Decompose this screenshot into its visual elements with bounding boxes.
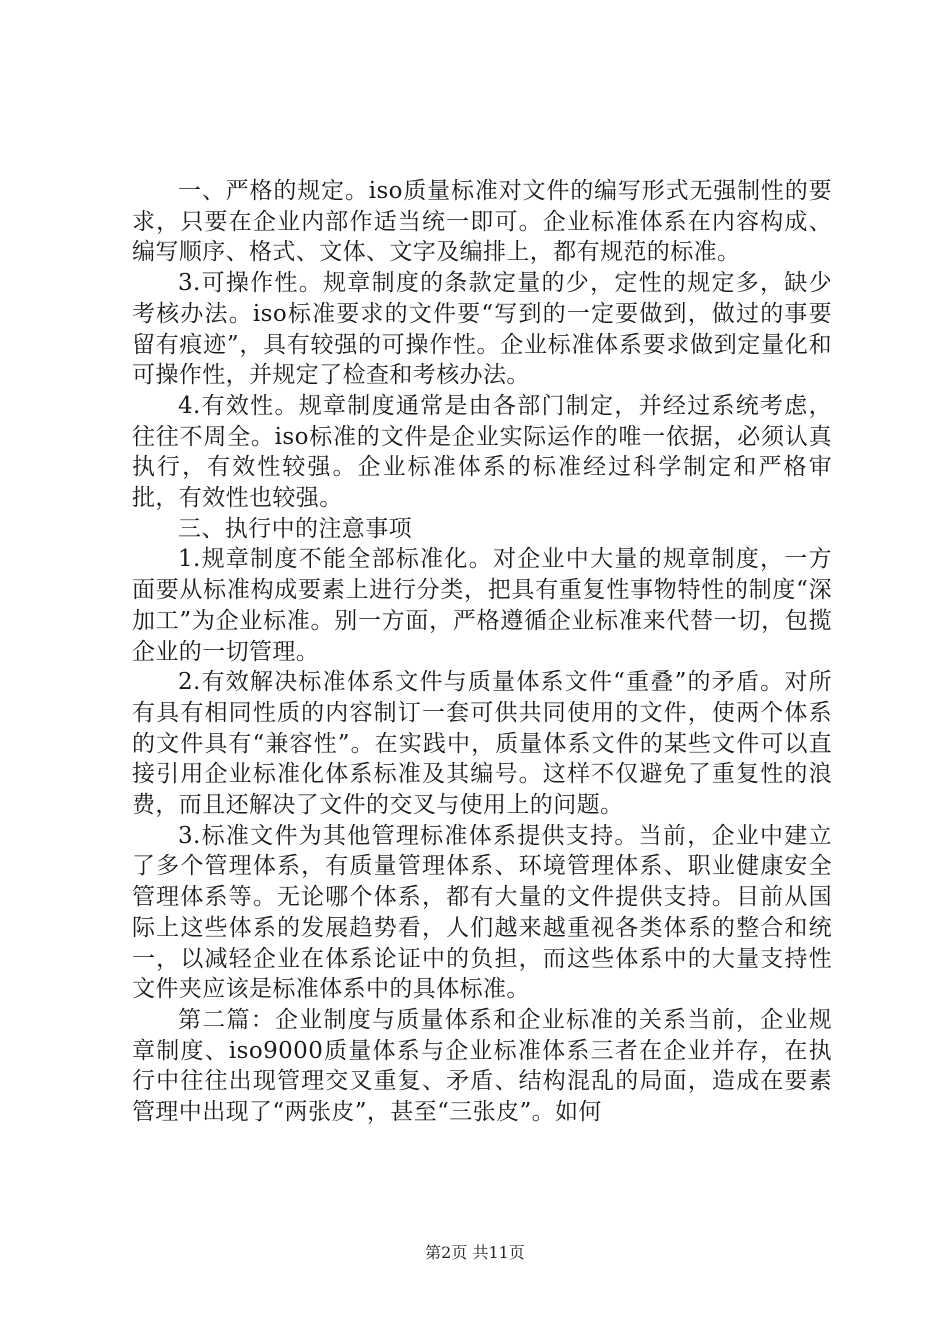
paragraph-effectiveness: 4.有效性。规章制度通常是由各部门制定，并经过系统考虑，往往不周全。iso标准的文件是企业实际运作的唯一依据，必须认真执行，有效性较强。企业标准体系的标准经过科学制定和严格审批，有效性也较强。: [132, 392, 832, 512]
paragraph-overlap-resolution: 2.有效解决标准体系文件与质量体系文件“重叠”的矛盾。对所有具有相同性质的内容制订一套可供共同使用的文件，使两个体系的文件具有“兼容性”。在实践中，质量体系文件的某些文件可以直接引用企业标准化体系标准及其编号。这样不仅避免了重复性的浪费，而且还解决了文件的交叉与使用上的问题。: [132, 669, 832, 819]
paragraph-standard-support: 3.标准文件为其他管理标准体系提供支持。当前，企业中建立了多个管理体系，有质量管理体系、环境管理体系、职业健康安全管理体系等。无论哪个体系，都有大量的文件提供支持。目前从国际上这些体系的发展趋势看，人们越来越重视各类体系的整合和统一，以减轻企业在体系论证中的负担，而这些体系中的大量支持性文件夹应该是标准体系中的具体标准。: [132, 822, 832, 1003]
page-number-footer: 第2页 共11页: [425, 1243, 525, 1262]
document-body: [132, 176, 832, 1128]
paragraph-second-article: 第二篇：企业制度与质量体系和企业标准的关系当前，企业规章制度、iso9000质量体系与企业标准体系三者在企业并存，在执行中往往出现管理交叉重复、矛盾、结构混乱的局面，造成在要素管理中出现了“两张皮”，甚至“三张皮”。如何: [132, 1006, 832, 1126]
section-heading-notes: 三、执行中的注意事项: [178, 515, 412, 542]
paragraph-operability: 3.可操作性。规章制度的条款定量的少，定性的规定多，缺少考核办法。iso标准要求的文件要“写到的一定要做到，做过的事要留有痕迹”，具有较强的可操作性。企业标准体系要求做到定量化和可操作性，并规定了检查和考核办法。: [132, 270, 832, 389]
paragraph-strict-rules: 一、严格的规定。iso质量标准对文件的编写形式无强制性的要求，只要在企业内部作适当统一即可。企业标准体系在内容构成、编写顺序、格式、文体、文字及编排上，都有规范的标准。: [132, 178, 832, 266]
paragraph-not-all-standardized: 1.规章制度不能全部标准化。对企业中大量的规章制度，一方面要从标准构成要素上进行分类，把具有重复性事物特性的制度“深加工”为企业标准。别一方面，严格遵循企业标准来代替一切，包揽企业的一切管理。: [132, 546, 832, 665]
